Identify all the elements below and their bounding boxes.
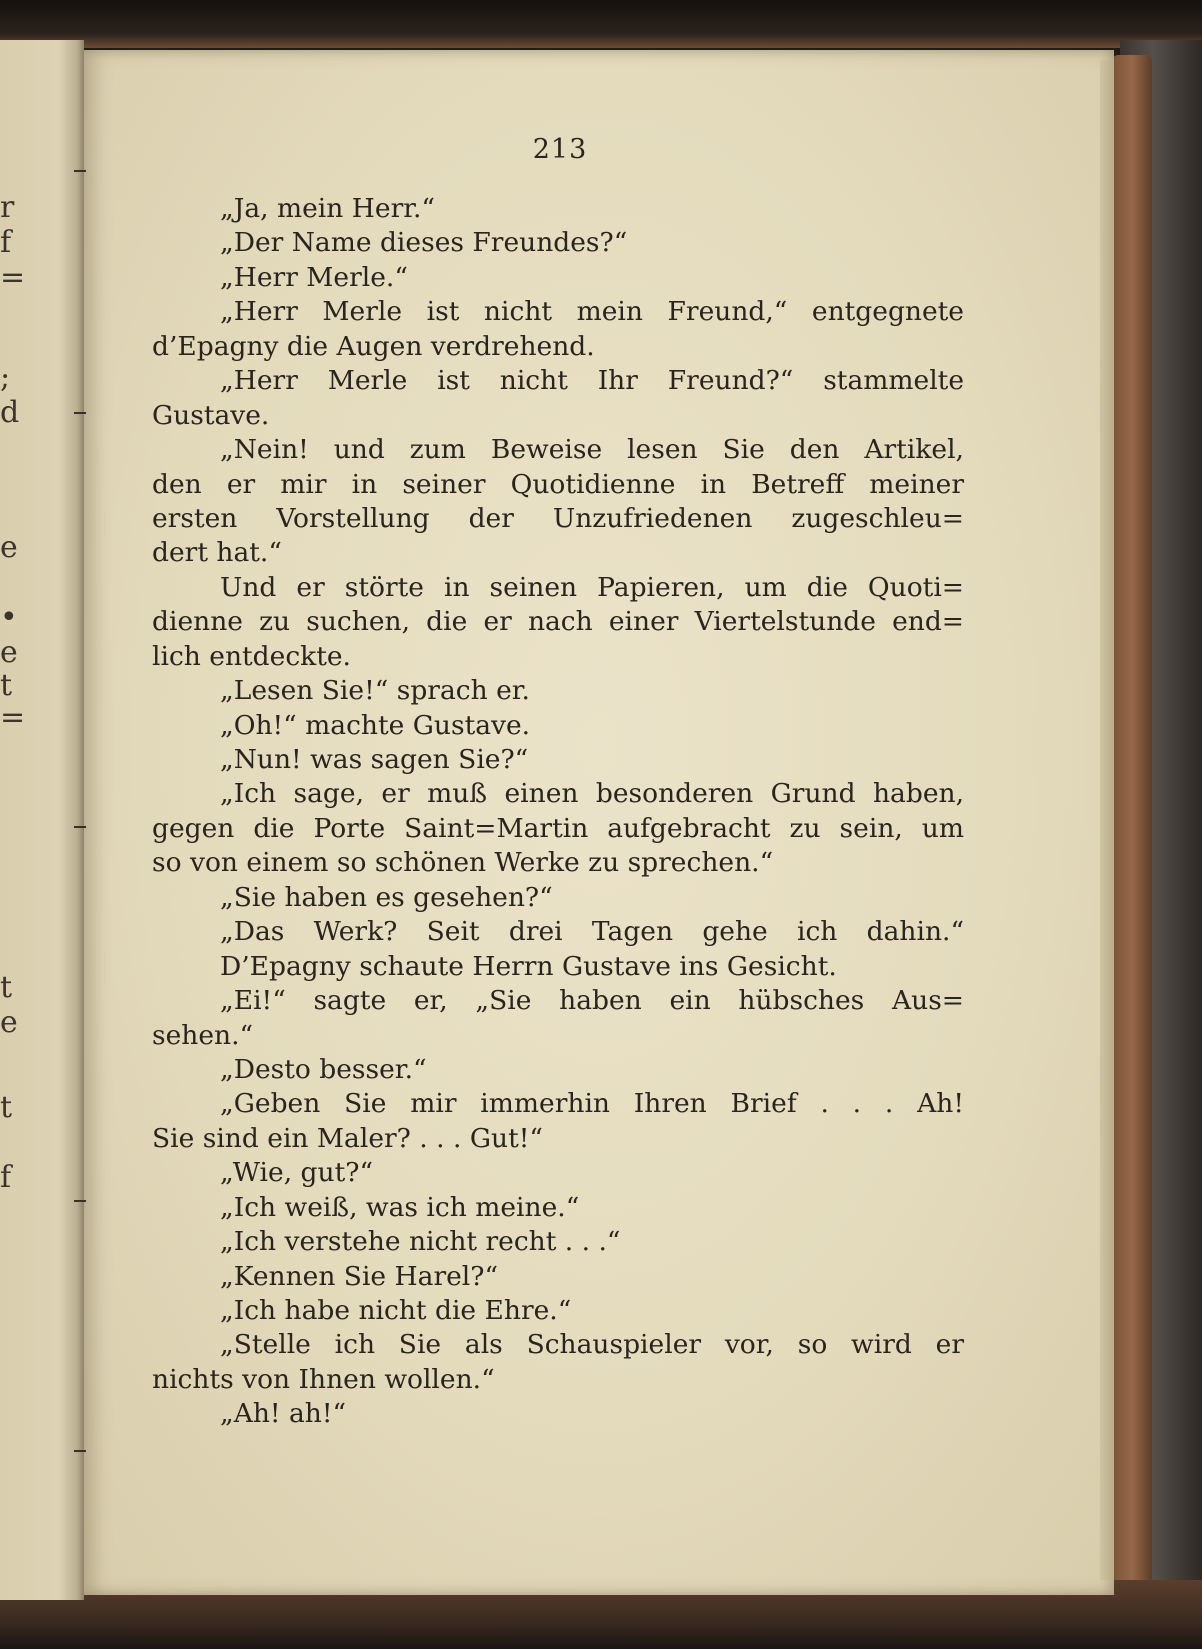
text-line: lich entdeckte.	[152, 640, 351, 672]
gutter-mark	[74, 412, 86, 414]
text-line: nichts von Ihnen wollen.“	[152, 1363, 495, 1395]
gutter-mark	[74, 1450, 86, 1452]
text-line: „Desto besser.“	[220, 1053, 427, 1085]
text-line: „Ah! ah!“	[220, 1398, 347, 1430]
page-body-text	[152, 192, 964, 1432]
text-line: „Nein! und zum Beweise lesen Sie den Artikel,	[220, 434, 964, 466]
text-line: „Wie, gut?“	[220, 1157, 373, 1189]
fragment: f	[0, 1160, 12, 1195]
fragment: e	[0, 1005, 18, 1040]
text-line: ersten Vorstellung der Unzufriedenen zugeschleu=	[152, 502, 964, 534]
text-line: „Herr Merle.“	[220, 261, 408, 293]
text-line: „Sie haben es gesehen?“	[220, 881, 553, 913]
text-line: dert hat.“	[152, 537, 282, 569]
text-line: Sie sind ein Maler? . . . Gut!“	[152, 1122, 543, 1154]
text-line: D’Epagny schaute Herrn Gustave ins Gesicht.	[220, 950, 837, 982]
text-line: Gustave.	[152, 399, 270, 431]
fragment: =	[0, 260, 26, 295]
fragment: r	[0, 190, 15, 225]
fragment: f	[0, 225, 12, 260]
text-line: so von einem so schönen Werke zu sprechen.“	[152, 847, 774, 879]
text-line: den er mir in seiner Quotidienne in Betreff meiner	[152, 468, 964, 500]
text-line: dienne zu suchen, die er nach einer Viertelstunde end=	[152, 606, 964, 638]
text-line: sehen.“	[152, 1019, 254, 1051]
text-line: „Stelle ich Sie als Schauspieler vor, so wird er	[220, 1329, 964, 1361]
binding-spine-strip	[1112, 55, 1152, 1615]
text-line: „Lesen Sie!“ sprach er.	[220, 675, 530, 707]
fragment: ;	[0, 360, 11, 395]
fragment: d	[0, 395, 20, 430]
gutter-mark	[74, 1200, 86, 1202]
gutter-mark	[74, 170, 86, 172]
text-line: d’Epagny die Augen verdrehend.	[152, 330, 595, 362]
fragment: t	[0, 668, 13, 703]
page-stack-edge	[1100, 60, 1114, 1580]
text-line: „Herr Merle ist nicht mein Freund,“ entgegnete	[220, 296, 964, 328]
text-line: „Kennen Sie Harel?“	[220, 1260, 499, 1292]
page-number: 213	[532, 134, 588, 165]
fragment: e	[0, 530, 18, 565]
text-line: gegen die Porte Saint=Martin aufgebracht zu sein, um	[152, 812, 964, 844]
fragment: t	[0, 970, 13, 1005]
text-line: „Ich habe nicht die Ehre.“	[220, 1295, 572, 1326]
text-line: „Oh!“ machte Gustave.	[220, 709, 531, 741]
fragment: e	[0, 635, 18, 670]
fragment: t	[0, 1090, 13, 1125]
binding-top-edge	[0, 0, 1202, 48]
text-line: „Nun! was sagen Sie?“	[220, 744, 529, 775]
facing-page-fragments	[0, 40, 30, 1600]
fragment: =	[0, 700, 26, 735]
text-line: Und er störte in seinen Papieren, um die Quoti=	[220, 571, 964, 603]
text-line: „Herr Merle ist nicht Ihr Freund?“ stammelte	[220, 365, 964, 397]
text-line: „Ich weiß, was ich meine.“	[220, 1191, 580, 1223]
text-line: „Ich sage, er muß einen besonderen Grund haben,	[220, 778, 964, 810]
text-line: „Geben Sie mir immerhin Ihren Brief . . . Ah!	[220, 1088, 964, 1120]
text-line: „Ja, mein Herr.“	[220, 193, 435, 224]
text-line: „Ich verstehe nicht recht . . .“	[220, 1226, 621, 1258]
text-line: „Der Name dieses Freundes?“	[220, 227, 628, 259]
text-line: „Ei!“ sagte er, „Sie haben ein hübsches Aus=	[220, 985, 964, 1017]
fragment: •	[0, 600, 18, 635]
gutter-mark	[74, 826, 86, 828]
text-line: „Das Werk? Seit drei Tagen gehe ich dahin.“	[220, 916, 964, 948]
